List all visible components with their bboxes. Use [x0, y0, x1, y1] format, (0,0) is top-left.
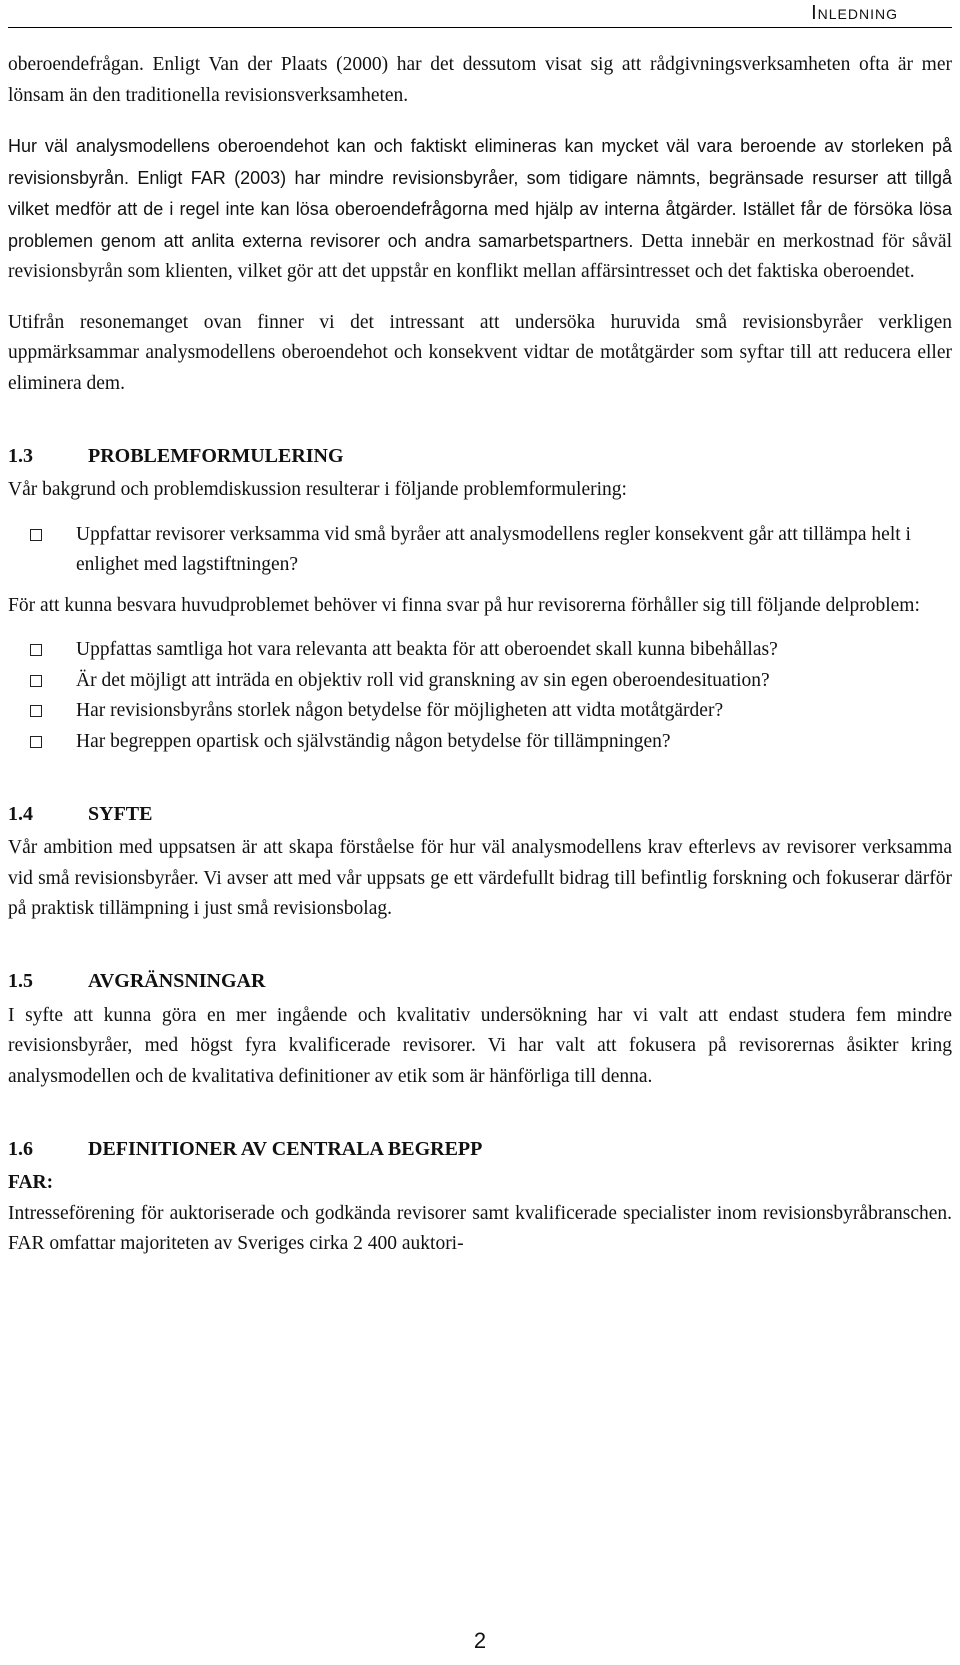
paragraph-serif-part: Detta innebär en merkostnad för såväl revisionsbyrån som klienten, vilket gör att det uppstår en konflikt mellan affärsintresset och det faktiska oberoendet. — [8, 230, 953, 282]
section-number: 1.4 — [8, 802, 33, 825]
checkbox-bullet-icon — [30, 736, 42, 748]
main-question: Uppfattar revisorer verksamma vid små byråer att analysmodellens regler konsekvent går att tillämpa helt i enlighet med lagstiftningen? — [76, 523, 911, 575]
page-body — [8, 50, 952, 1260]
delimitation-text: I syfte att kunna göra en mer ingående och kvalitativ undersökning har vi valt att endast studera fem mindre revisionsbyråer, med högst fyra kvalificerade revisorer. Vi har valt att fokusera på revisorernas åsikter kring analysmodellen och de kvalitativa definitioner av etik som är hänförliga till denna. — [8, 1004, 952, 1087]
main-question-list — [8, 520, 952, 581]
page-number: 2 — [473, 1628, 487, 1653]
checkbox-bullet-icon — [30, 705, 42, 717]
running-header-title: Inledning — [811, 2, 898, 24]
section-title: AVGRÄNSNINGAR — [88, 970, 266, 993]
section-number: 1.6 — [8, 1137, 33, 1160]
section-number: 1.3 — [8, 444, 33, 467]
list-item — [8, 635, 952, 666]
paragraph-size-discussion — [8, 131, 952, 288]
sub-question: Uppfattas samtliga hot vara relevanta att beakta för att oberoendet skall kunna bibehållas? — [76, 639, 778, 660]
sub-question: Har begreppen opartisk och självständig någon betydelse för tillämpningen? — [76, 730, 671, 752]
section-heading-1-4 — [8, 795, 952, 833]
section-heading-1-5 — [8, 963, 952, 1001]
checkbox-bullet-icon — [30, 675, 42, 687]
purpose-text: Vår ambition med uppsatsen är att skapa förståelse för hur väl analysmodellens krav efterlevs av revisorer verksamma vid små revisionsbyråer. Vi avser att med vår uppsats ge ett värdefullt bidrag till befintlig forskning och fokuserar därför på praktisk tillämpning i just små revisionsbolag. — [8, 837, 952, 919]
checkbox-bullet-icon — [30, 529, 42, 541]
section-heading-1-3 — [8, 437, 952, 475]
list-item — [8, 666, 952, 697]
section-title: SYFTE — [88, 802, 153, 825]
sub-question: Är det möjligt att inträda en objektiv roll vid granskning av sin egen oberoendesituation? — [76, 669, 770, 691]
definition-term: FAR: — [8, 1172, 54, 1193]
subproblem-intro: För att kunna besvara huvudproblemet behöver vi finna svar på hur revisorerna förhåller sig till följande delproblem: — [8, 594, 920, 616]
header-rule — [8, 27, 952, 28]
sub-question: Har revisionsbyråns storlek någon betydelse för möjligheten att vidta motåtgärder? — [76, 700, 724, 721]
definition-text: Intresseförening för auktoriserade och godkända revisorer samt kvalificerade specialister inom revisionsbyråbranschen. FAR omfattar majoriteten av Sveriges cirka 2 400 auktori- — [8, 1202, 952, 1254]
list-item — [8, 727, 952, 758]
paragraph-sans-part: Hur väl analysmodellens oberoendehot kan och faktiskt elimineras kan mycket väl vara beroende av storleken på revisionsbyrån. Enligt FAR (2003) har mindre revisionsbyråer, som tidigare nämnts, begränsade resurser att tillgå vilket medför att de i regel inte kan lösa oberoendefrågorna med hjälp av interna åtgärder. Istället får de försöka lösa problemen genom att anlita externa revisorer och andra samarbetspartners. — [8, 136, 952, 251]
problem-intro: Vår bakgrund och problemdiskussion resulterar i följande problemformulering: — [8, 479, 627, 500]
paragraph-research-interest: Utifrån resonemanget ovan finner vi det intressant att undersöka huruvida små revisionsbyråer verkligen uppmärksammar analysmodellens oberoendehot och konsekvent vidtar de motåtgärder som syftar till att reducera eller eliminera dem. — [8, 311, 952, 394]
section-number: 1.5 — [8, 970, 33, 993]
list-item — [8, 696, 952, 727]
section-heading-1-6 — [8, 1130, 952, 1168]
checkbox-bullet-icon — [30, 644, 42, 656]
section-title: PROBLEMFORMULERING — [88, 444, 344, 467]
paragraph-continuation: oberoendefrågan. Enligt Van der Plaats (2000) har det dessutom visat sig att rådgivningsverksamheten ofta är mer lönsam än den traditionella revisionsverksamheten. — [8, 54, 952, 106]
section-title: DEFINITIONER AV CENTRALA BEGREPP — [88, 1137, 483, 1160]
list-item — [8, 520, 952, 581]
sub-question-list — [8, 635, 952, 757]
